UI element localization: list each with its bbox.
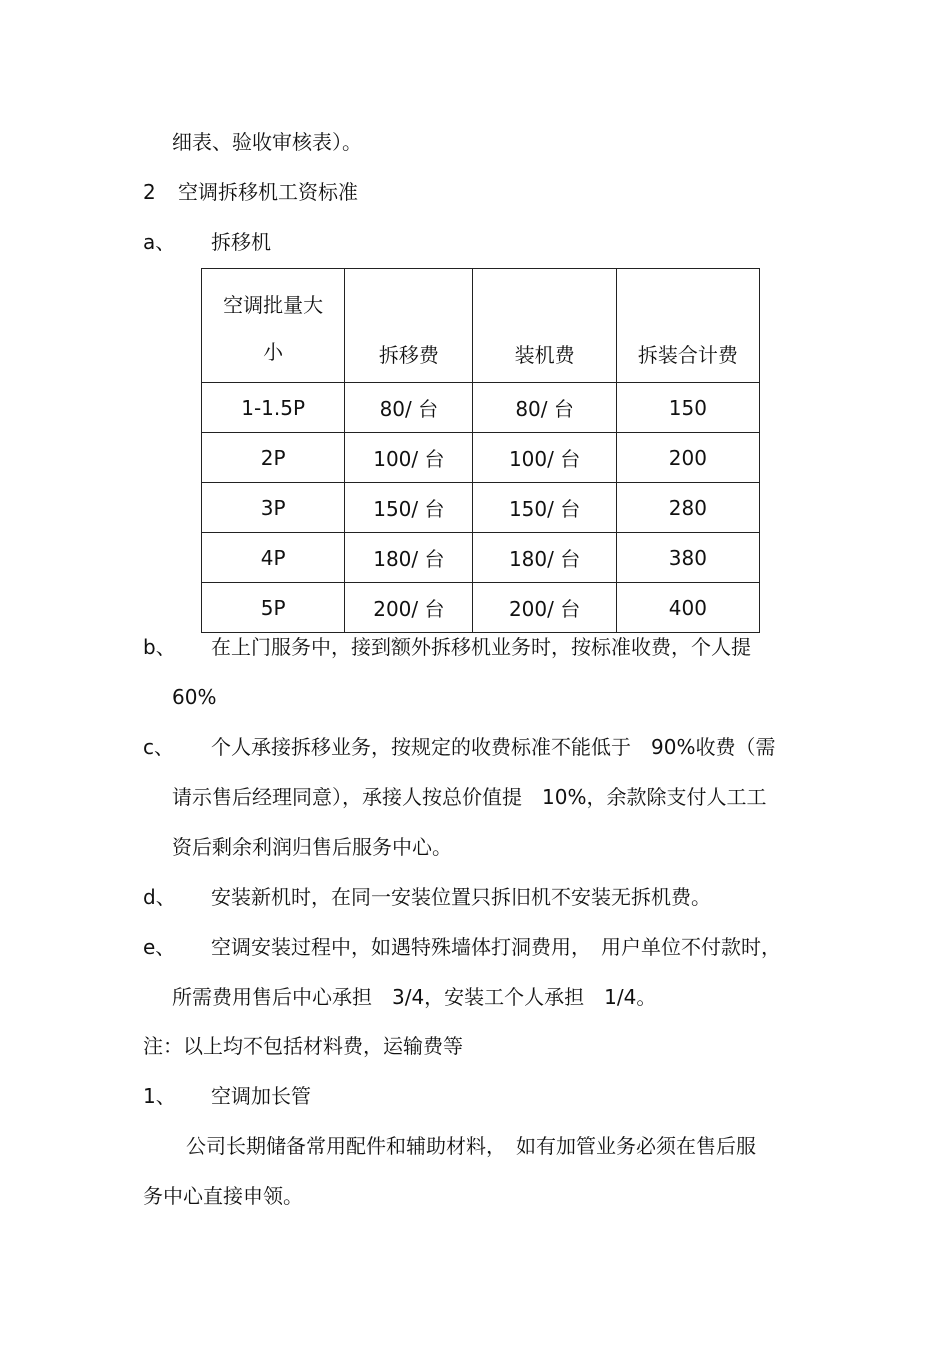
section-2-number: 2 xyxy=(143,180,156,204)
table-header-cell: 装机费 xyxy=(473,269,616,383)
table-cell: 4P xyxy=(202,533,345,583)
intro-line: 细表、验收审核表）。 xyxy=(172,130,362,154)
table-cell: 150/ 台 xyxy=(473,483,616,533)
item-b-line-2: 60% xyxy=(172,685,217,709)
item-e-line-2: 所需费用售后中心承担 3/4，安装工个人承担 1/4。 xyxy=(172,985,657,1009)
table-cell: 180/ 台 xyxy=(473,533,616,583)
table-cell: 400 xyxy=(616,583,759,633)
table-header-row xyxy=(202,269,760,383)
table-cell: 200/ 台 xyxy=(345,583,473,633)
section-1-title: 空调加长管 xyxy=(211,1084,311,1108)
item-b-line-1: 在上门服务中，接到额外拆移机业务时，按标准收费，个人提 xyxy=(211,635,751,659)
table-row xyxy=(202,483,760,533)
table-cell: 5P xyxy=(202,583,345,633)
table-row xyxy=(202,583,760,633)
item-c-line-2: 请示售后经理同意），承接人按总价值提 10%，余款除支付人工工 xyxy=(172,785,767,809)
table-cell: 1-1.5P xyxy=(202,383,345,433)
table-cell: 3P xyxy=(202,483,345,533)
table-cell: 150/ 台 xyxy=(345,483,473,533)
item-d-marker: d、 xyxy=(143,885,176,909)
header-line: 空调批量大 xyxy=(223,293,324,317)
table-cell: 80/ 台 xyxy=(345,383,473,433)
fee-table xyxy=(201,268,760,633)
section-2-title: 空调拆移机工资标准 xyxy=(178,180,358,204)
note-line: 注：以上均不包括材料费，运输费等 xyxy=(143,1034,463,1058)
item-d-text: 安装新机时，在同一安装位置只拆旧机不安装无拆机费。 xyxy=(211,885,711,909)
header-line: 小 xyxy=(263,340,284,364)
table-cell: 200 xyxy=(616,433,759,483)
table-header-cell: 拆装合计费 xyxy=(616,269,759,383)
table-cell: 280 xyxy=(616,483,759,533)
table-cell: 180/ 台 xyxy=(345,533,473,583)
section-1-para-line-2: 务中心直接申领。 xyxy=(143,1184,303,1208)
table-cell: 380 xyxy=(616,533,759,583)
item-c-line-1: 个人承接拆移业务，按规定的收费标准不能低于 90%收费（需 xyxy=(211,735,776,759)
item-e-line-1: 空调安装过程中，如遇特殊墙体打洞费用， 用户单位不付款时， xyxy=(211,935,781,959)
table-header-cell xyxy=(202,269,345,383)
table-cell: 200/ 台 xyxy=(473,583,616,633)
table-row xyxy=(202,533,760,583)
table-header-cell: 拆移费 xyxy=(345,269,473,383)
table-cell: 2P xyxy=(202,433,345,483)
item-e-marker: e、 xyxy=(143,935,176,959)
table-row xyxy=(202,433,760,483)
item-c-marker: c、 xyxy=(143,735,174,759)
table-cell: 100/ 台 xyxy=(345,433,473,483)
section-1-marker: 1、 xyxy=(143,1084,176,1108)
item-c-line-3: 资后剩余利润归售后服务中心。 xyxy=(172,835,452,859)
item-a-marker: a、 xyxy=(143,230,176,254)
item-a-text: 拆移机 xyxy=(211,230,271,254)
table-cell: 80/ 台 xyxy=(473,383,616,433)
table-row xyxy=(202,383,760,433)
table-cell: 100/ 台 xyxy=(473,433,616,483)
table-cell: 150 xyxy=(616,383,759,433)
section-1-para-line-1: 公司长期储备常用配件和辅助材料， 如有加管业务必须在售后服 xyxy=(186,1134,756,1158)
item-b-marker: b、 xyxy=(143,635,176,659)
